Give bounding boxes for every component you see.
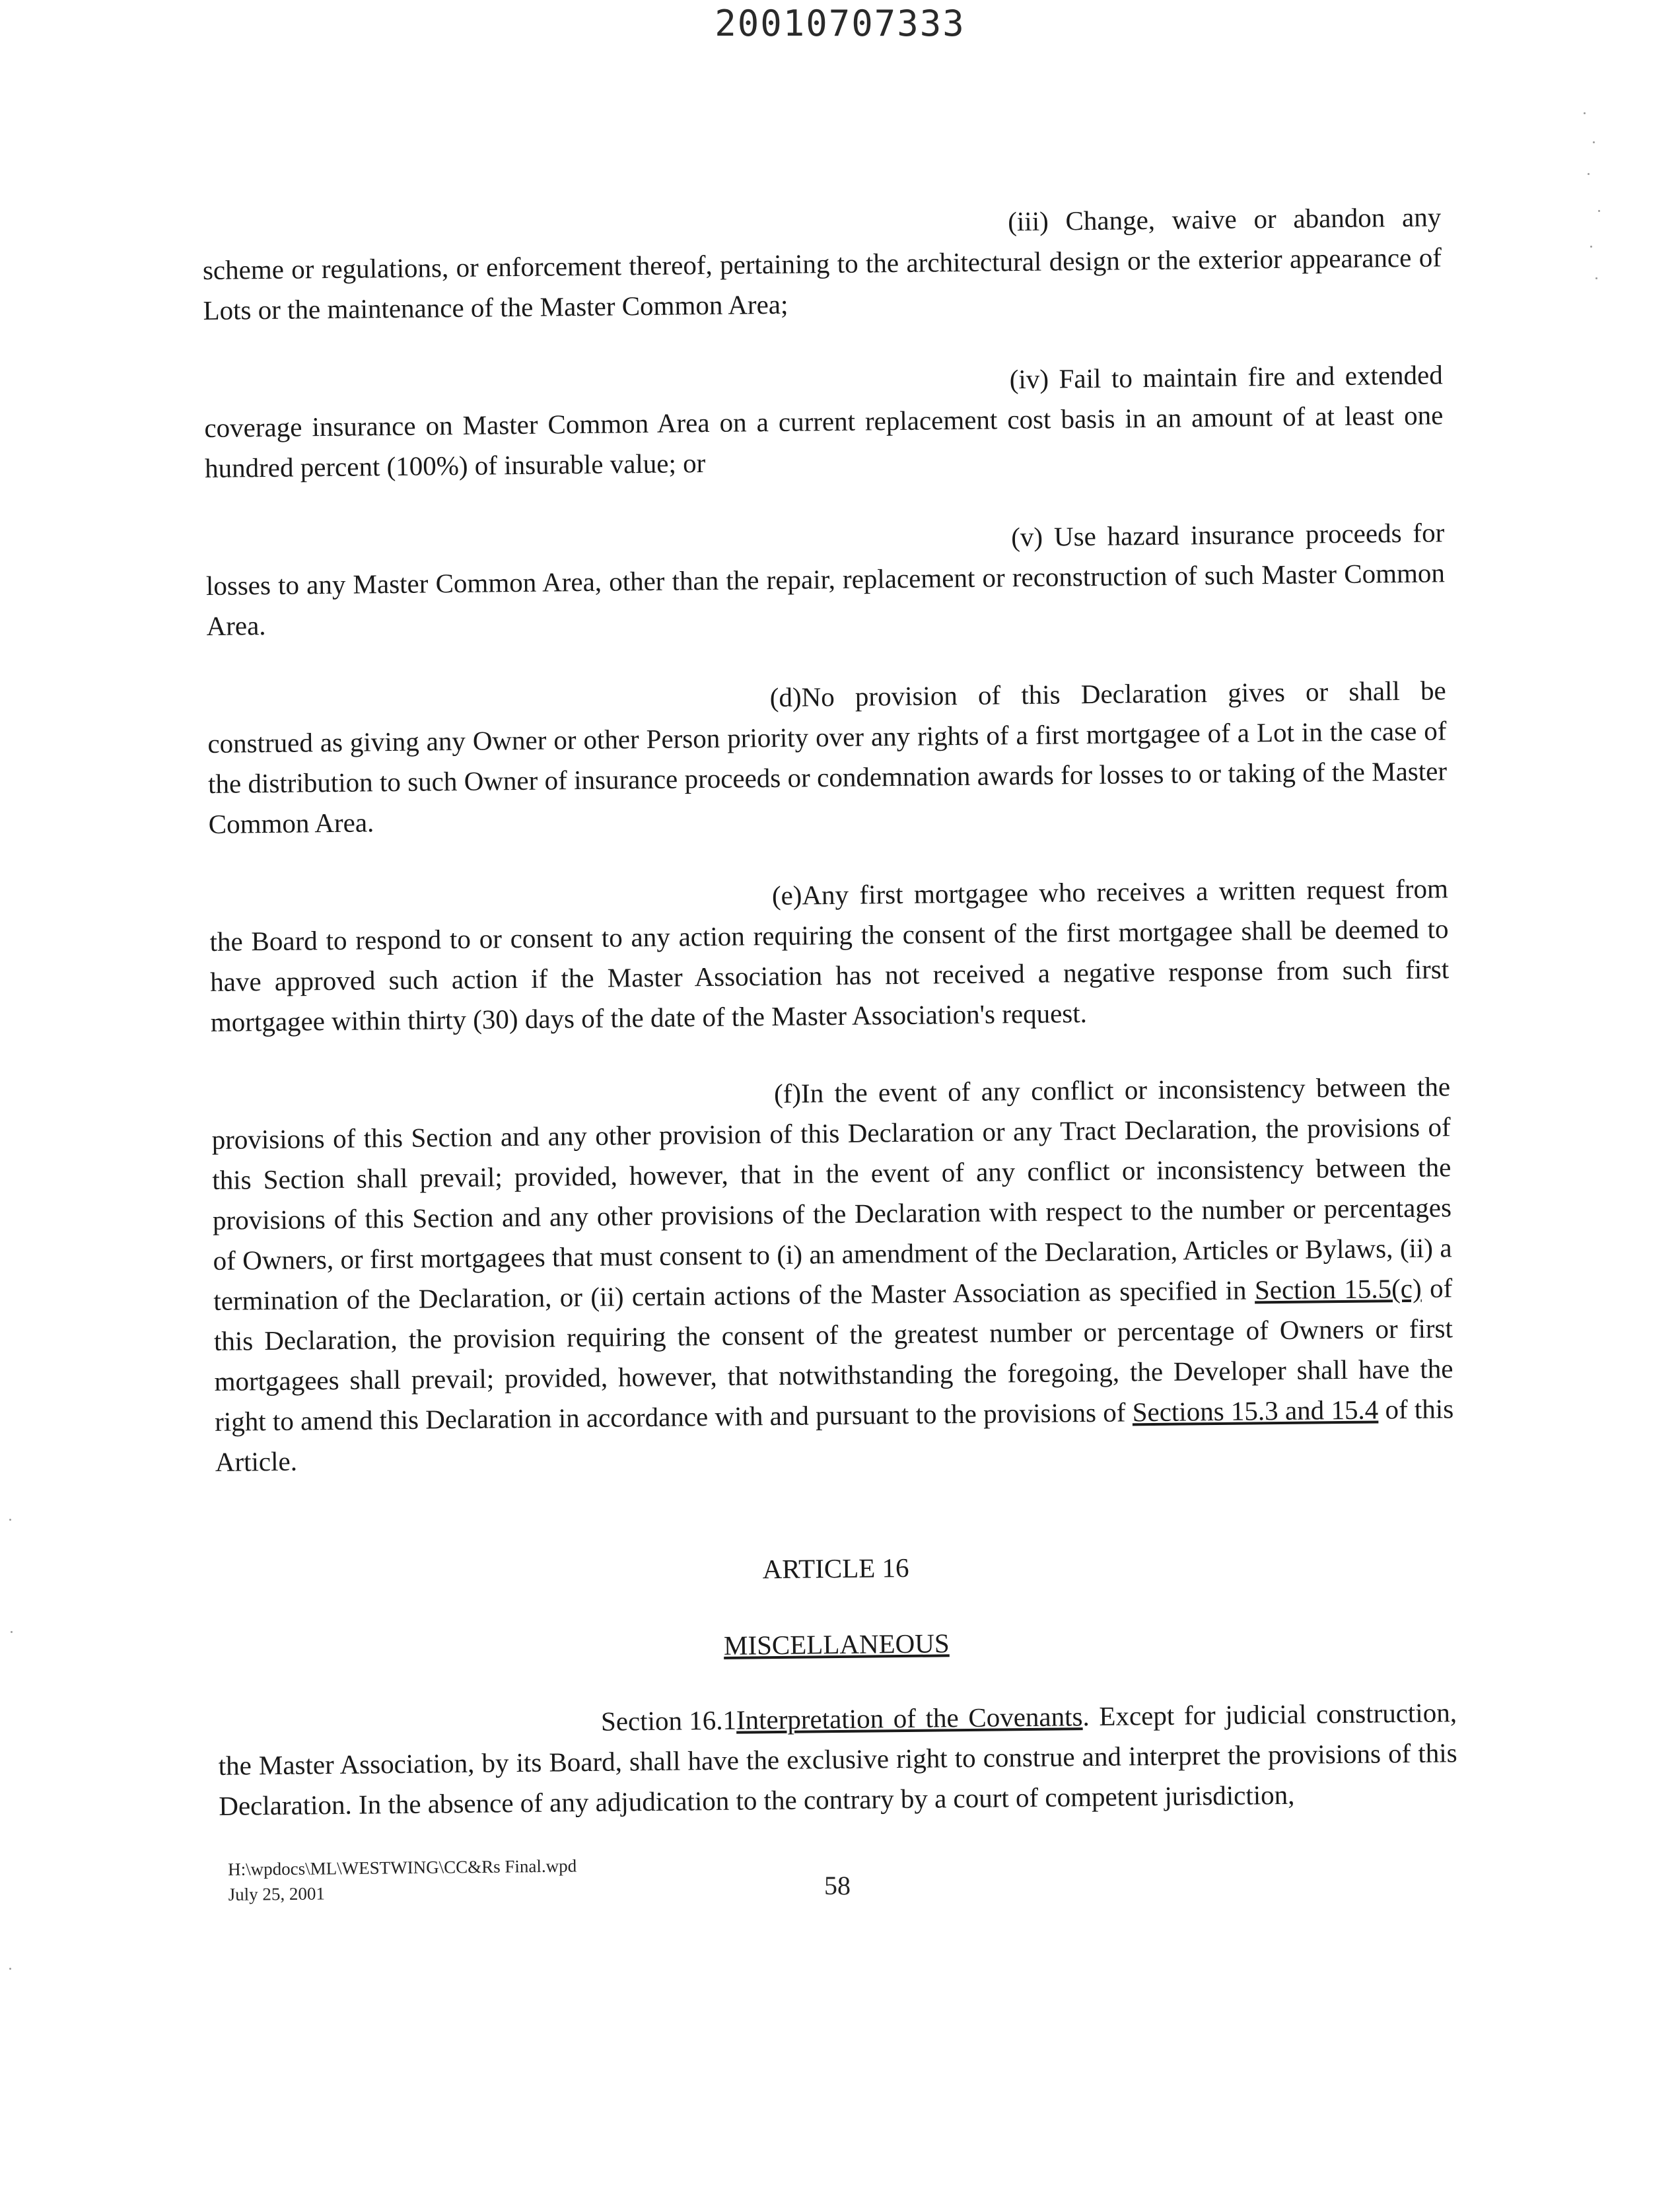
paragraph-text: Change, waive or abandon any scheme or regulations, or enforcement thereof, pertaining to the architectural design or the exterior appearance of Lots or the maintenance of the Master Common Area; (202, 201, 1442, 326)
scan-artifact (9, 1519, 11, 1521)
section-reference: Sections 15.3 and 15.4 (1132, 1394, 1379, 1428)
document-number: 20010707333 (715, 3, 965, 44)
paragraph-f (211, 1066, 1454, 1482)
paragraph-text: In the event of any conflict or inconsistency between the provisions of this Section and any other provision of this Declaration or any Tract Declaration, the provisions of this Section shall prevail; provided, however, that in the event of any conflict or inconsistency between the provisions of this Section and any other provisions of the Declaration with respect to the number or percentages of Owners, or first mortgagees that must consent to (i) an amendment of the Declaration, Articles or Bylaws, (ii) a termination of the Declaration, or (ii) certain actions of the Master Association as specified in (211, 1071, 1452, 1316)
paragraph-text: No provision of this Declaration gives or shall be construed as giving any Owner or other Person priority over any rights of a first mortgagee of a Lot in the case of the distribution to such Owner of insurance proceeds or condemnation awards for losses to or taking of the Master Common Area. (207, 675, 1448, 839)
paragraph-marker: (d) (769, 681, 802, 713)
page-body (202, 197, 1458, 1863)
scan-artifact (1588, 173, 1590, 175)
paragraph-marker: (e) (771, 880, 802, 911)
paragraph-e (209, 868, 1450, 1043)
scan-artifact (11, 1631, 13, 1633)
paragraph-v (205, 512, 1446, 646)
section-number: Section 16.1 (600, 1704, 737, 1737)
paragraph-d (207, 670, 1448, 845)
paragraph-text: of this Declaration, the provision requiring the consent of the greatest number or percentage of Owners or first mortgagees shall prevail; provided, however, that notwithstanding the foregoing, the Developer shall have the right to amend this Declaration in accordance with and pursuant to the provisions of (213, 1272, 1453, 1437)
paragraph-text: Fail to maintain fire and extended coverage insurance on Master Common Area on a current replacement cost basis in an amount of at least one hundred percent (100%) of insurable value; or (204, 359, 1444, 483)
paragraph-text: of this Article. (215, 1393, 1454, 1477)
paragraph-iii (202, 197, 1442, 331)
section-title-punct: . (1082, 1701, 1090, 1732)
scan-artifact (1593, 141, 1595, 143)
page-number: 58 (824, 1871, 851, 1900)
footer-date: July 25, 2001 (228, 1883, 326, 1904)
section-text: Except for judicial construction, the Master Association, by its Board, shall have the exclusive right to construe and interpret the provisions of this Declaration. In the absence of any adjudication to the contrary by a court of competent jurisdiction, (218, 1697, 1457, 1821)
footer-file-info (228, 1853, 577, 1907)
section-reference: Section 15.5(c) (1254, 1272, 1422, 1305)
article-subheading: MISCELLANEOUS (723, 1628, 950, 1661)
section-16-1 (218, 1692, 1458, 1826)
paragraph-marker: (iv) (1009, 363, 1049, 395)
paragraph-marker: (v) (1011, 521, 1043, 553)
section-title: Interpretation of the Covenants (736, 1701, 1083, 1735)
footer-file-path: H:\wpdocs\ML\WESTWING\CC&Rs Final.wpd (228, 1856, 577, 1879)
scan-artifact (1595, 277, 1597, 279)
paragraph-text: Any first mortgagee who receives a written request from the Board to respond to or consent to any action requiring the consent of the first mortgagee shall be deemed to have approved such action if the Master Association has not received a negative response from such first mortgagee within thirty (30) days of the date of the Master Association's request. (209, 873, 1450, 1037)
paragraph-iv (204, 355, 1444, 489)
paragraph-text: Use hazard insurance proceeds for losses to any Master Common Area, other than the repair, replacement or reconstruction of such Master Common Area. (205, 517, 1446, 641)
scan-artifact (9, 1968, 11, 1970)
article-heading: ARTICLE 16 (762, 1552, 909, 1585)
scan-artifact (1598, 210, 1600, 212)
paragraph-marker: (iii) (1008, 205, 1049, 237)
scan-artifact (1590, 246, 1592, 248)
paragraph-marker: (f) (773, 1078, 802, 1109)
scan-artifact (1584, 112, 1586, 114)
